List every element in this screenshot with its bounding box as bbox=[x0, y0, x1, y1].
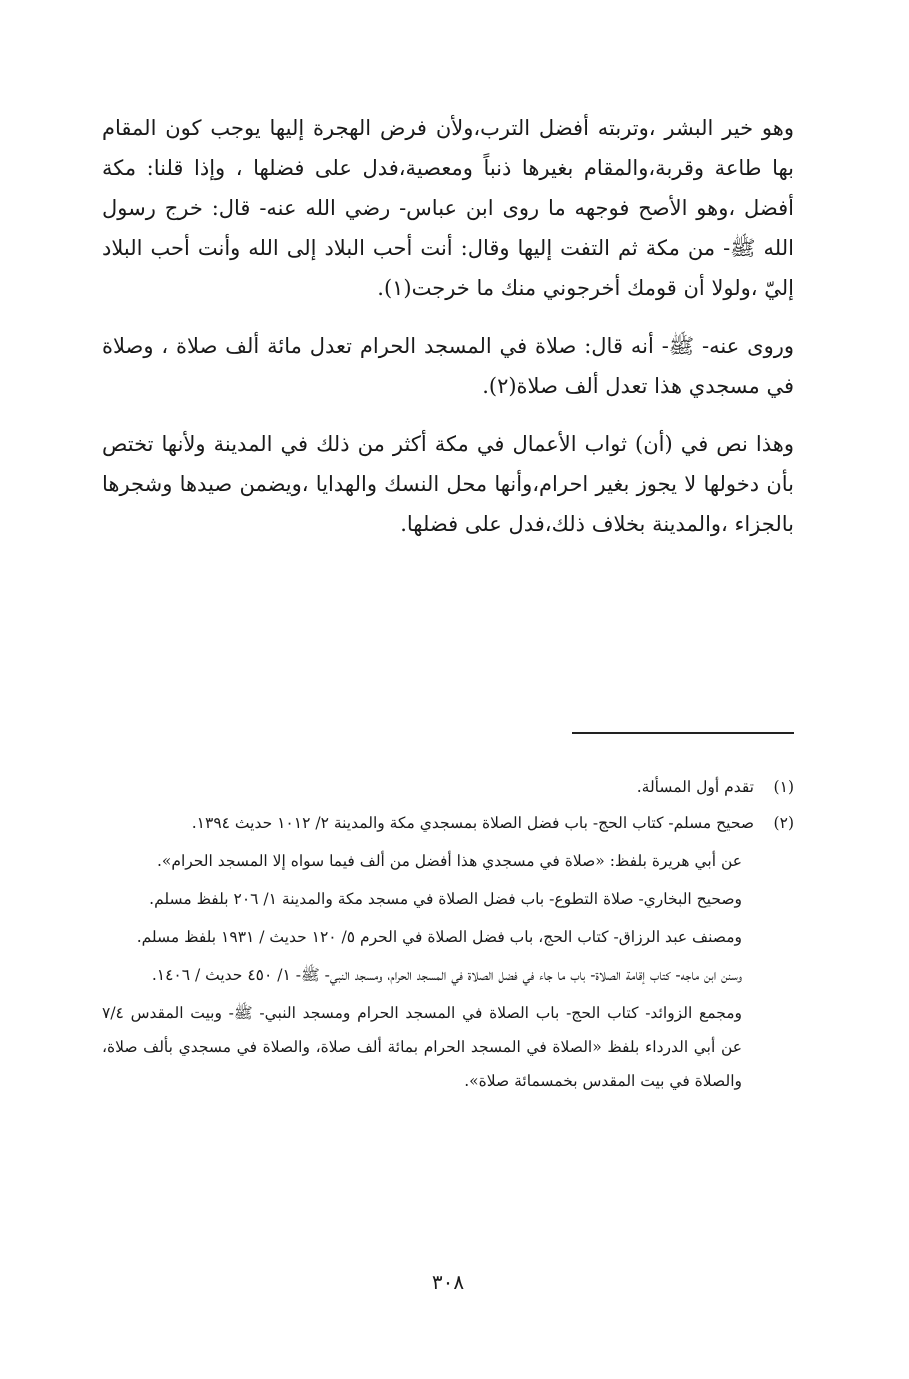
paragraph-3: وهذا نص في (أن) ثواب الأعمال في مكة أكثر من ذلك في المدينة ولأنها تختص بأن دخولها لا يجوز بغير احرام،وأنها محل النسك والهدايا ،ويضمن صيدها وشجرها بالجزاء ،والمدينة بخلاف ذلك،فدل على فضلها. bbox=[102, 432, 794, 536]
footnote-1 bbox=[102, 770, 794, 804]
footnote-2-sub-4: وسنن ابن ماجه- كتاب إقامة الصلاة- باب ما جاء في فضل الصلاة في المسجد الحرام، ومسجد النبي- ﷺ- ١/ ٤٥٠ حديث / ١٤٠٦. bbox=[151, 966, 742, 984]
footnote-number: (٢) bbox=[773, 814, 794, 832]
footnote-2-sub-2: وصحيح البخاري- صلاة التطوع- باب فضل الصلاة في مسجد مكة والمدينة ١/ ٢٠٦ بلفظ مسلم. bbox=[149, 890, 742, 908]
main-text bbox=[102, 108, 794, 544]
page-number: ٣٠٨ bbox=[431, 1270, 465, 1294]
footnote-2-sub-5: ومجمع الزوائد- كتاب الحج- باب الصلاة في المسجد الحرام ومسجد النبي- ﷺ- وبيت المقدس ٧/٤ عن أبي الدرداء بلفظ «الصلاة في المسجد الحرام بمائة ألف صلاة، والصلاة في مسجدي بألف صلاة، والصلاة في بيت المقدس بخمسمائة صلاة». bbox=[102, 1004, 742, 1090]
footnotes bbox=[102, 770, 794, 1102]
footnote-text: تقدم أول المسألة. bbox=[636, 778, 754, 796]
footnote-divider bbox=[572, 732, 794, 734]
footnote-2-sub-1: عن أبي هريرة بلفظ: «صلاة في مسجدي هذا أفضل من ألف فيما سواه إلا المسجد الحرام». bbox=[156, 852, 742, 870]
footnote-2 bbox=[102, 806, 794, 840]
book-page bbox=[102, 108, 794, 1358]
footnote-2-sub-3: ومصنف عبد الرزاق- كتاب الحج، باب فضل الصلاة في الحرم ٥/ ١٢٠ حديث / ١٩٣١ بلفظ مسلم. bbox=[136, 928, 742, 946]
footnote-number: (١) bbox=[773, 778, 794, 796]
footnote-text: صحيح مسلم- كتاب الحج- باب فضل الصلاة بمسجدي مكة والمدينة ٢/ ١٠١٢ حديث ١٣٩٤. bbox=[191, 814, 754, 832]
paragraph-1: وهو خير البشر ،وتربته أفضل الترب،ولأن فرض الهجرة إليها يوجب كون المقام بها طاعة وقربة،والمقام بغيرها ذنباً ومعصية،فدل على فضلها ، وإذا قلنا: مكة أفضل ،وهو الأصح فوجهه ما روى ابن عباس- رضي الله عنه- قال: خرج رسول الله ﷺ- من مكة ثم التفت إليها وقال: أنت أحب البلاد إلى الله وأنت أحب البلاد إليّ ،ولولا أن قومك أخرجوني منك ما خرجت(١). bbox=[102, 116, 794, 300]
paragraph-2: وروى عنه- ﷺ- أنه قال: صلاة في المسجد الحرام تعدل مائة ألف صلاة ، وصلاة في مسجدي هذا تعدل ألف صلاة(٢). bbox=[102, 334, 794, 398]
